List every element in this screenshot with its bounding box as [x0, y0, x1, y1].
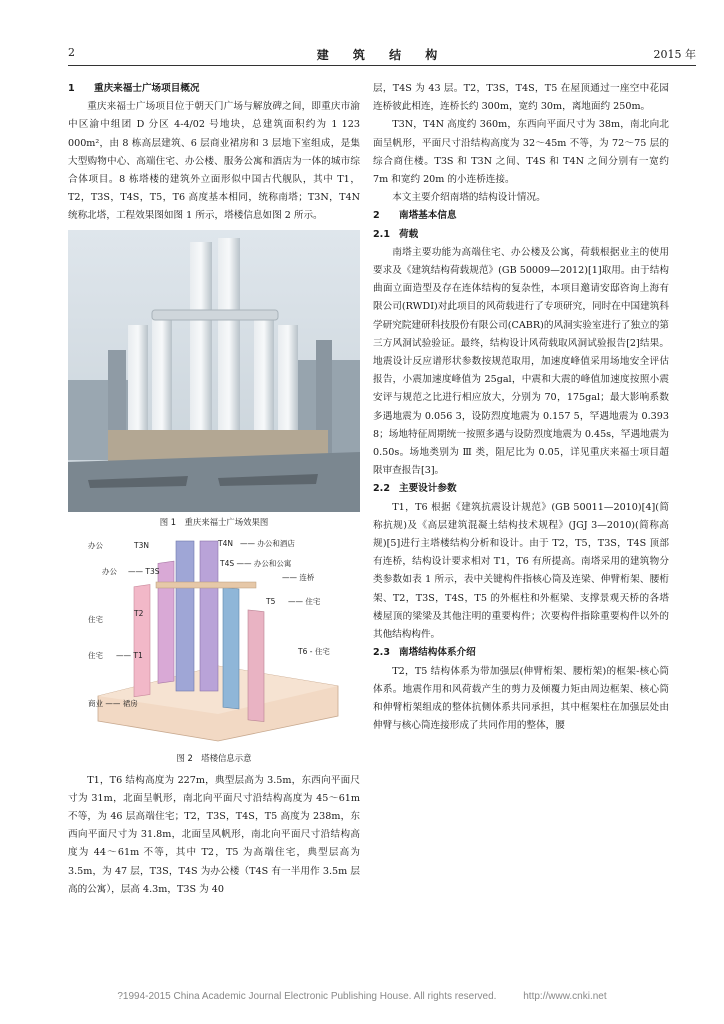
label-residence-t1: 住宅 [88, 650, 103, 660]
section-title: 重庆来福士广场项目概况 [94, 83, 200, 94]
page-header [68, 46, 696, 64]
label-office-left: 办公 [88, 540, 103, 550]
footer-url[interactable]: http://www.cnki.net [523, 991, 607, 1002]
paragraph: T2，T5 结构体系为带加强层(伸臂桁架、腰桁架)的框架-核心筒体系。地震作用和风荷载产生的剪力及倾覆力矩由周边框架、核心筒和伸臂桁架组成的整体抗侧体系共同承担，其中框架柱在加强层处由伸臂与核心筒连接形成了共同作用的整体，腰 [373, 665, 669, 732]
label-t4n: T4N [218, 538, 233, 548]
subsection-2-2-heading [373, 480, 669, 498]
journal-title: 建 筑 结 构 [316, 48, 448, 62]
subsection-title: 荷载 [399, 228, 419, 240]
section-title: 南塔基本信息 [399, 210, 457, 222]
paragraph: 重庆来福士广场项目位于朝天门广场与解放碑之间，即重庆市渝中区渝中组团 D 分区 4-4/02 号地块，总建筑面积约为 1 123 000m²，由 8 栋高层建筑、6 层商业裙房和 3 层地下室组成，是集大型购物中心、高端住宅、办公楼、服务公寓和酒店为一体的城市综合体项目。8 栋塔楼的建筑外立面形似中国古代舰队，其中 T1，T2，T3S，T4S，T5，T6 高度基本相同，统称南塔；T3N，T4N 统称北塔，工程效果图如图 1 所示，塔楼信息如图 2 所示。 [68, 101, 360, 222]
label-t4s: T4S —— 办公和公寓 [220, 558, 292, 568]
paragraph-continued: 层，T4S 为 43 层。T2，T3S，T4S，T5 在屋顶通过一座空中花园连桥彼此相连，连桥长约 300m，宽约 30m，离地面约 250m。 [373, 83, 669, 113]
label-t3s: —— T3S [128, 566, 160, 576]
paragraph: 南塔主要功能为高端住宅、办公楼及公寓，荷载根据业主的使用要求及《建筑结构荷载规范》(GB 50009—2012)[1]取用。由于结构曲面立面造型及存在连体结构的复杂性，本项目邀请安邸咨询上海有限公司(RWDI)对此项目的风荷载进行了专项研究，同时在中国建筑科学研究院建研科技股份有限公司(CABR)的风洞实验室进行了独立的第三方风洞试验验证。最终，结构设计风荷载取风洞试验报告[2]结果。地震设计反应谱形状参数按规范取用，加速度峰值采用场地安全评估报告，小震加速度峰值为 25gal，中震和大震的峰值加速度按照小震安评与规范之比进行相应放大，分别为 70，175gal；最大影响系数多遇地震为 0.056 3，设防烈度地震为 0.157 5，罕遇地震为 0.393 8；场地特征周期统一按照多遇与设防烈度地震为 0.45s，罕遇地震为 0.50s。场地类别为 Ⅲ 类，阻尼比为 0.05，详见重庆来福士项目超限审查报告[3]。 [373, 246, 669, 477]
label-office-2: 办公 [102, 566, 117, 576]
right-column [373, 80, 669, 735]
label-t5: T5 [266, 596, 276, 606]
label-t3n: T3N [134, 540, 149, 550]
page-footer [20, 991, 704, 1002]
section-number: 1 [68, 83, 75, 94]
section-2-heading [373, 207, 669, 225]
subsection-title: 南塔结构体系介绍 [399, 647, 476, 659]
subsection-number: 2.2 [373, 483, 390, 495]
label-t6: T6 - 住宅 [298, 646, 330, 656]
figure-2-caption: 图 2 塔楼信息示意 [176, 752, 252, 763]
label-residence-t2: 住宅 [88, 614, 103, 624]
section-1-heading [68, 80, 360, 98]
header-rule [68, 65, 696, 66]
figure-1-rendering [68, 230, 360, 512]
label-t4n-use: —— 办公和酒店 [240, 538, 295, 548]
label-bridge: —— 连桥 [282, 572, 315, 582]
left-column [68, 80, 360, 899]
paragraph: T1，T6 结构高度为 227m，典型层高为 3.5m，东西向平面尺寸为 31m，北面呈帆形，南北向平面尺寸沿结构高度为 45～61m 不等，为 46 层高端住宅；T2，T3S，T4S，T5 高度为 238m，东西向平面尺寸为 31.8m，北面呈风帆形，南北向平面尺寸沿结构高度为 44～61m 不等，其中 T2，T5 为高端住宅，典型层高为 3.5m，为 47 层，T3S，T4S 为办公楼（T4S 有一半用作 3.5m 层高的公寓），层高 4.3m，T3S 为 40 [68, 774, 360, 895]
label-t1: —— T1 [116, 650, 143, 660]
label-t5-use: —— 住宅 [288, 596, 321, 606]
issue-year: 2015 年 [653, 48, 696, 61]
figure-2-tower-diagram [68, 536, 360, 748]
label-retail: 商业 —— 裙房 [88, 698, 138, 708]
subsection-number: 2.1 [373, 228, 390, 240]
copyright-notice: ?1994-2015 China Academic Journal Electronic Publishing House. All rights reserved. [117, 991, 497, 1002]
paragraph: T3N，T4N 高度约 360m，东西向平面尺寸为 38m，南北向北面呈帆形，平面尺寸沿结构高度为 32～45m 不等，为 72～75 层的综合商住楼。T3S 和 T3N 之间、T4S 和 T4N 之间分别有一宽约 7m 和宽约 20m 的小连桥连接。 [373, 119, 669, 186]
label-t2: T2 [134, 608, 144, 618]
subsection-number: 2.3 [373, 647, 390, 659]
paragraph: 本文主要介绍南塔的结构设计情况。 [392, 192, 546, 204]
rendering-illustration [68, 230, 360, 512]
subsection-2-1-heading [373, 226, 669, 244]
paragraph: T1，T6 根据《建筑抗震设计规范》(GB 50011—2010)[4](简称抗规)及《高层建筑混凝土结构技术规程》(JGJ 3—2010)(简称高规)[5]进行主塔楼结构分析和设计。由于 T2，T5，T3S，T4S 顶部有连桥，结构设计要求相对 T1，T6 有所提高。南塔采用的建筑物分类参数如表 1 所示，表中关键构件指核心筒及连梁、伸臂桁架、腰桁架、T2，T3S，T4S，T5 的外框柱和外框梁、支撑景观天桥的各塔楼屋顶的梁梁及其他注明的重要构件；次要构件指除重要构件以外的其他结构构件。 [373, 501, 669, 641]
subsection-2-3-heading [373, 644, 669, 662]
section-number: 2 [373, 210, 380, 222]
figure-1-caption: 图 1 重庆来福士广场效果图 [159, 516, 269, 527]
page-number: 2 [68, 46, 75, 59]
subsection-title: 主要设计参数 [399, 483, 457, 495]
tower-diagram [68, 536, 360, 748]
